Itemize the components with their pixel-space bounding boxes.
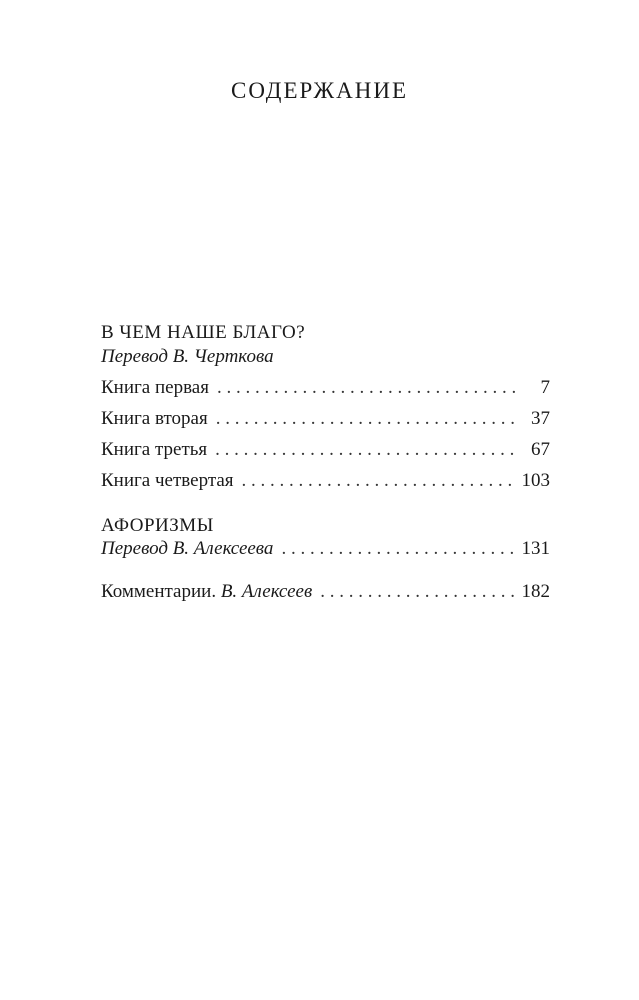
section-heading: АФОРИЗМЫ [101, 515, 214, 536]
dot-leader [216, 407, 516, 431]
toc-section-1 [101, 321, 550, 369]
toc-entry-label: Книга вторая [101, 408, 208, 429]
dot-leader [320, 580, 516, 604]
dot-leader [242, 469, 516, 493]
commentary-author: В. Алексеев [220, 581, 313, 602]
toc-entry-page: 67 [531, 439, 550, 460]
toc-entry-page: 7 [540, 377, 550, 398]
page-title: СОДЕРЖАНИЕ [230, 78, 408, 103]
toc-entry-page: 182 [521, 581, 550, 602]
commentary-label: Комментарии. [101, 581, 217, 602]
toc-entry[interactable] [101, 469, 550, 493]
dot-leader [217, 376, 516, 400]
toc-entry-page: 131 [521, 538, 550, 559]
toc-entry-page: 37 [531, 408, 550, 429]
toc-entry-label: Перевод В. Алексеева [101, 538, 274, 559]
toc-entry-label: Книга первая [101, 377, 209, 398]
toc-entry-label [101, 580, 312, 604]
toc-entry-commentary[interactable] [101, 580, 550, 604]
toc-entry-label: Книга третья [101, 439, 208, 460]
dot-leader [281, 537, 516, 561]
toc-entry[interactable] [101, 438, 550, 462]
section-translator: Перевод В. Черткова [101, 346, 274, 367]
dot-leader [215, 438, 516, 462]
toc-entry-page: 103 [521, 470, 550, 491]
toc-entry-label: Книга четвертая [101, 470, 234, 491]
toc-entry[interactable] [101, 376, 550, 400]
toc-entry[interactable] [101, 537, 550, 561]
toc-entry[interactable] [101, 407, 550, 431]
section-heading: В ЧЕМ НАШЕ БЛАГО? [101, 322, 306, 343]
toc-section-2 [101, 514, 550, 538]
